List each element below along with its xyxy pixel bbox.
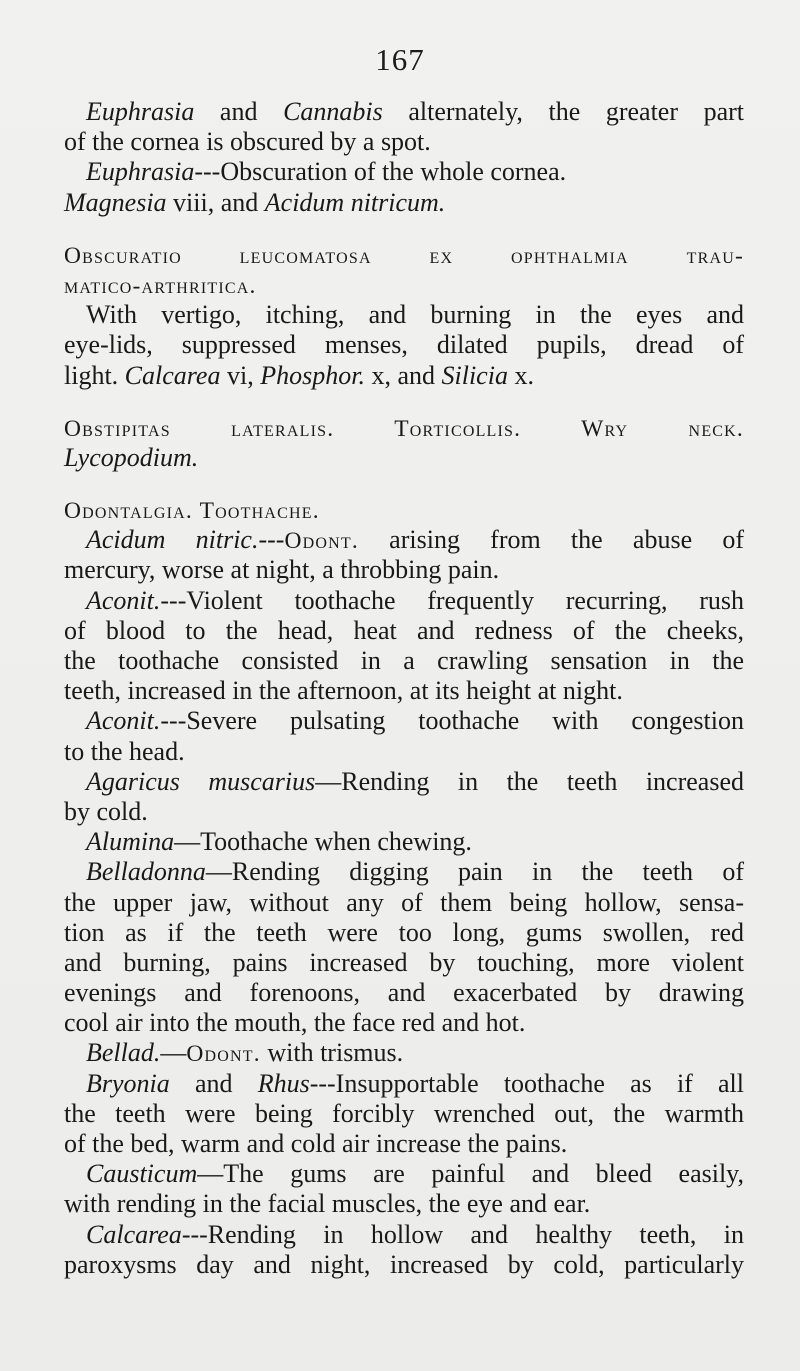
text-line	[64, 797, 744, 827]
text-line	[64, 586, 744, 616]
small-caps-heading: Odontalgia. Toothache.	[64, 498, 320, 525]
small-caps-heading: Obscuratio leucomatosa ex ophthalmia trau-	[64, 242, 744, 269]
text-line	[64, 646, 744, 676]
text-line	[64, 737, 744, 767]
small-caps-heading: Odont.	[186, 1041, 261, 1068]
text-line	[64, 948, 744, 978]
text-run: ---Rending in hollow and healthy teeth, in	[181, 1219, 744, 1249]
text-line	[64, 888, 744, 918]
italic-term: Acidum nitric.	[86, 525, 259, 555]
text-run: —Toothache when chewing.	[174, 827, 472, 857]
text-run: x.	[507, 360, 534, 390]
text-line	[64, 127, 744, 157]
text-line	[64, 1189, 744, 1219]
page-number: 167	[375, 42, 425, 77]
text-run: with rending in the facial muscles, the eye and ear.	[64, 1189, 591, 1219]
text-line	[64, 157, 744, 187]
italic-term: Rhus	[257, 1068, 310, 1098]
small-caps-heading: Odont.	[284, 528, 359, 555]
text-run: the toothache consisted in a crawling sensation in the	[64, 646, 744, 675]
text-run: ---	[258, 525, 285, 555]
paragraph-gap	[64, 473, 744, 495]
text-run: eye-lids, suppressed menses, dilated pupils, dread of	[64, 330, 744, 360]
text-line	[64, 300, 744, 330]
text-line	[64, 188, 744, 218]
text-line	[64, 361, 744, 391]
text-line	[64, 857, 744, 887]
paragraph-gap	[64, 218, 744, 240]
italic-term: Calcarea	[86, 1219, 182, 1249]
text-line	[64, 525, 744, 555]
italic-term: Acidum nitricum.	[264, 187, 446, 217]
text-run: teeth, increased in the afternoon, at its height at night.	[64, 676, 623, 706]
text-run: With vertigo, itching, and burning in the eyes and	[86, 300, 744, 330]
italic-term: Lycopodium.	[64, 442, 199, 472]
text-run: evenings and forenoons, and exacerbated by drawing	[64, 978, 744, 1008]
italic-term: Euphrasia	[86, 157, 195, 187]
text-line	[64, 1250, 744, 1280]
text-line	[64, 918, 744, 948]
small-caps-heading: matico-arthritica.	[64, 272, 257, 299]
italic-term: Agaricus muscarius	[86, 766, 316, 796]
text-run: paroxysms day and night, increased by cold, particularly	[64, 1249, 744, 1279]
text-line	[64, 676, 744, 706]
text-run: viii, and	[166, 187, 265, 217]
text-run: light.	[64, 360, 125, 390]
text-run: with trismus.	[260, 1038, 404, 1068]
text-line	[64, 706, 744, 736]
text-run: the teeth were being forcibly wrenched out, the warmth	[64, 1098, 744, 1128]
text-run: ---Severe pulsating toothache with congestion	[160, 706, 744, 736]
italic-term: Causticum	[86, 1159, 198, 1189]
text-line	[64, 495, 744, 525]
text-run: cool air into the mouth, the face red and hot.	[64, 1008, 526, 1038]
text-run: ---Insupportable toothache as if all	[309, 1068, 745, 1098]
text-run: ---Obscuration of the whole cornea.	[194, 157, 567, 187]
text-line	[64, 1220, 744, 1250]
text-run: tion as if the teeth were too long, gums swollen, red	[64, 917, 744, 947]
text-run: mercury, worse at night, a throbbing pain.	[64, 555, 500, 585]
italic-term: Silicia	[441, 360, 508, 390]
text-run: x, and	[364, 360, 442, 390]
text-run: alternately, the greater part	[382, 97, 745, 126]
text-line	[64, 1129, 744, 1159]
italic-term: Cannabis	[283, 97, 383, 126]
text-run: the upper jaw, without any of them being hollow, sensa-	[64, 887, 744, 917]
text-line	[64, 413, 744, 443]
text-run: —The gums are painful and bleed easily,	[197, 1159, 744, 1189]
text-line	[64, 767, 744, 797]
text-line	[64, 1099, 744, 1129]
italic-term: Phosphor.	[260, 360, 365, 390]
italic-term: Alumina	[86, 827, 175, 857]
text-line	[64, 1038, 744, 1068]
text-line	[64, 616, 744, 646]
small-caps-heading: Obstipitas lateralis. Torticollis. Wry neck.	[64, 415, 744, 442]
text-line	[64, 270, 744, 300]
text-line	[64, 827, 744, 857]
text-run: arising from the abuse of	[358, 525, 744, 555]
text-run: of blood to the head, heat and redness of the cheeks,	[64, 615, 744, 645]
italic-term: Magnesia	[64, 187, 167, 217]
text-line	[64, 97, 744, 127]
text-run: of the bed, warm and cold air increase the pains.	[64, 1129, 568, 1158]
text-run: to the head.	[64, 736, 185, 766]
text-run: ---Violent toothache frequently recurring, rush	[160, 585, 744, 615]
italic-term: Bryonia	[86, 1068, 170, 1098]
text-line	[64, 1008, 744, 1038]
text-line	[64, 443, 744, 473]
text-run: —	[160, 1038, 187, 1068]
text-run: and burning, pains increased by touching, more violent	[64, 947, 744, 977]
text-line	[64, 330, 744, 360]
text-line	[64, 1069, 744, 1099]
text-line	[64, 555, 744, 585]
text-run: vi,	[220, 360, 261, 390]
italic-term: Aconit.	[86, 706, 161, 736]
text-run: —Rending digging pain in the teeth of	[205, 857, 744, 887]
text-line	[64, 978, 744, 1008]
text-run: and	[194, 97, 284, 126]
text-run: of the cornea is obscured by a spot.	[64, 127, 431, 157]
text-line	[64, 1159, 744, 1189]
italic-term: Bellad.	[86, 1038, 161, 1068]
text-run: and	[169, 1068, 258, 1098]
italic-term: Aconit.	[86, 585, 161, 615]
italic-term: Euphrasia	[86, 97, 195, 126]
paragraph-gap	[64, 391, 744, 413]
italic-term: Belladonna	[86, 857, 206, 887]
text-line	[64, 240, 744, 270]
text-run: —Rending in the teeth increased	[315, 766, 744, 796]
body-text	[64, 97, 744, 1280]
text-run: by cold.	[64, 796, 148, 826]
italic-term: Calcarea	[124, 360, 221, 390]
